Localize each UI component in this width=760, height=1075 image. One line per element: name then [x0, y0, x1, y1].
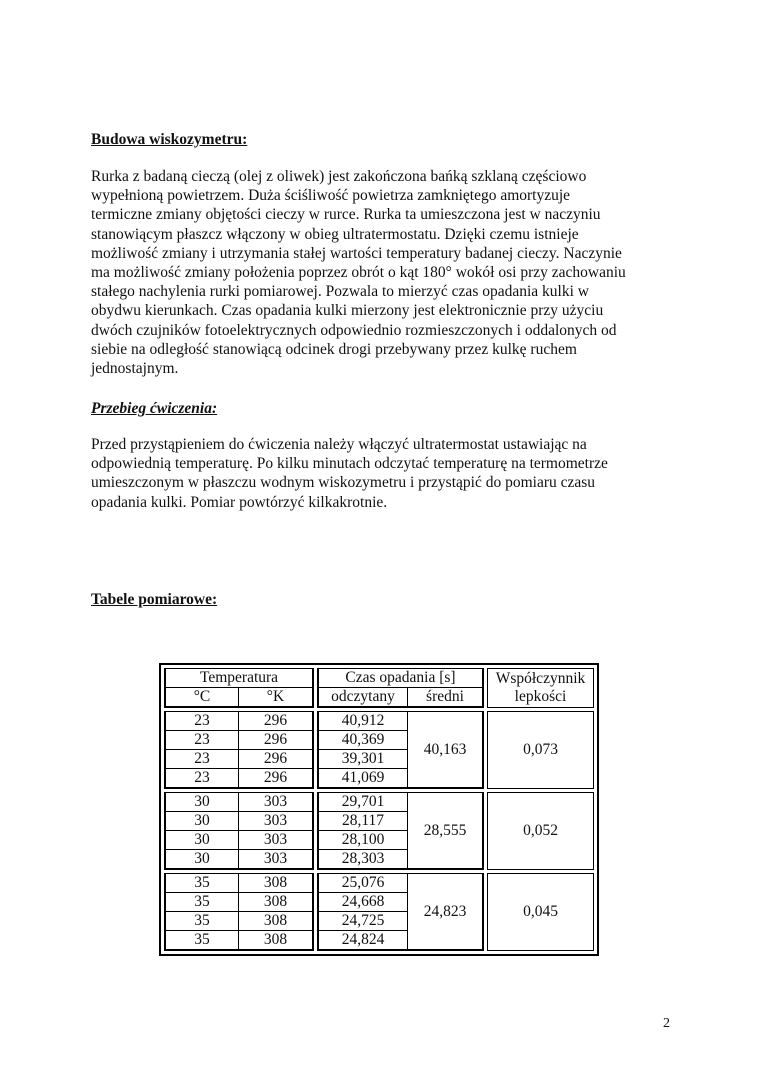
group-temperatures — [164, 711, 314, 789]
section-title-construction: Budowa wiskozymetru: — [91, 131, 248, 148]
cell-time-read: 41,069 — [319, 769, 408, 788]
paragraph-line: opadania kulki. Pomiar powtórzyć kilkakrotnie. — [91, 493, 388, 511]
cell-celsius: 35 — [166, 931, 239, 950]
section-title-tables: Tabele pomiarowe: — [91, 591, 218, 608]
cell-kelvin: 296 — [239, 769, 313, 788]
header-viscosity — [487, 668, 594, 708]
cell-celsius: 30 — [166, 850, 239, 869]
cell-celsius: 23 — [166, 769, 239, 788]
paragraph-line: obydwu kierunkach. Czas opadania kulki mierzony jest elektronicznie przy użyciu — [91, 302, 604, 320]
cell-kelvin: 296 — [239, 731, 313, 750]
header-fall-time — [317, 668, 484, 708]
group-times — [317, 792, 484, 870]
paragraph-line: wypełnioną powietrzem. Duża ściśliwość powietrza zamkniętego amortyzuje — [91, 187, 571, 205]
cell-kelvin: 308 — [239, 912, 313, 931]
table-header-row — [164, 668, 594, 708]
header-temperature-label: Temperatura — [166, 669, 313, 688]
cell-celsius: 30 — [166, 793, 239, 812]
cell-kelvin: 308 — [239, 893, 313, 912]
cell-time-read: 39,301 — [319, 750, 408, 769]
paragraph-line: umieszczonym w płaszczu wodnym wiskozymetru i przystąpić do pomiaru czasu — [91, 474, 596, 492]
cell-celsius: 23 — [166, 712, 239, 731]
cell-kelvin: 303 — [239, 831, 313, 850]
cell-celsius: 30 — [166, 812, 239, 831]
cell-viscosity: 0,052 — [487, 792, 594, 870]
paragraph-line: termiczne zmiany objętości cieczy w rurce. Rurka ta umieszczona jest w naczyniu — [91, 206, 601, 224]
table-group — [164, 711, 594, 789]
cell-celsius: 35 — [166, 912, 239, 931]
cell-kelvin: 303 — [239, 812, 313, 831]
header-mean: średni — [408, 688, 483, 707]
cell-time-read: 28,100 — [319, 831, 408, 850]
cell-time-read: 28,303 — [319, 850, 408, 869]
page-number: 2 — [663, 1016, 670, 1031]
paragraph-line: dwóch czujników fotoelektrycznych odpowiednio rozmieszczonych i oddalonych od — [91, 321, 617, 339]
paragraph-line: odpowiednią temperaturę. Po kilku minutach odczytać temperaturę na termometrze — [91, 455, 608, 473]
header-kelvin: °K — [239, 688, 313, 707]
cell-celsius: 23 — [166, 750, 239, 769]
section-title-procedure: Przebieg ćwiczenia: — [91, 400, 218, 417]
header-temperature — [164, 668, 314, 708]
header-fall-time-label: Czas opadania [s] — [319, 669, 483, 688]
cell-celsius: 30 — [166, 831, 239, 850]
cell-time-mean: 24,823 — [408, 874, 483, 950]
cell-kelvin: 308 — [239, 931, 313, 950]
table-group — [164, 792, 594, 870]
cell-time-read: 24,725 — [319, 912, 408, 931]
header-viscosity-line1: Współczynnik — [495, 670, 586, 687]
cell-time-read: 40,912 — [319, 712, 408, 731]
cell-kelvin: 303 — [239, 850, 313, 869]
cell-kelvin: 308 — [239, 874, 313, 893]
paragraph-line: stanowiącym płaszcz włączony w obieg ultratermostatu. Dzięki czemu istnieje — [91, 225, 579, 243]
cell-time-read: 24,824 — [319, 931, 408, 950]
cell-celsius: 35 — [166, 874, 239, 893]
cell-time-mean: 28,555 — [408, 793, 483, 869]
cell-celsius: 23 — [166, 731, 239, 750]
group-times — [317, 711, 484, 789]
cell-time-read: 28,117 — [319, 812, 408, 831]
table-group — [164, 873, 594, 951]
paragraph-construction — [91, 167, 681, 378]
paragraph-procedure — [91, 435, 681, 512]
cell-celsius: 35 — [166, 893, 239, 912]
header-celsius: °C — [166, 688, 239, 707]
group-times — [317, 873, 484, 951]
cell-time-read: 40,369 — [319, 731, 408, 750]
paragraph-line: Przed przystąpieniem do ćwiczenia należy włączyć ultratermostat ustawiając na — [91, 436, 587, 453]
paragraph-line: możliwość zmiany i utrzymania stałej wartości temperatury badanej cieczy. Naczynie — [91, 244, 622, 262]
cell-kelvin: 296 — [239, 750, 313, 769]
paragraph-line: stałego nachylenia rurki pomiarowej. Pozwala to mierzyć czas opadania kulki w — [91, 283, 589, 301]
header-read: odczytany — [319, 688, 408, 707]
cell-time-mean: 40,163 — [408, 712, 483, 788]
cell-time-read: 25,076 — [319, 874, 408, 893]
cell-kelvin: 296 — [239, 712, 313, 731]
cell-viscosity: 0,073 — [487, 711, 594, 789]
cell-viscosity: 0,045 — [487, 873, 594, 951]
cell-time-read: 29,701 — [319, 793, 408, 812]
cell-kelvin: 303 — [239, 793, 313, 812]
header-viscosity-line2: lepkości — [514, 688, 567, 705]
measurement-table — [159, 663, 599, 956]
group-temperatures — [164, 873, 314, 951]
paragraph-line: ma możliwość zmiany położenia poprzez obrót o kąt 180° wokół osi przy zachowaniu — [91, 264, 626, 282]
paragraph-line: jednostajnym. — [91, 360, 179, 378]
paragraph-line: siebie na odległość stanowiącą odcinek drogi przebywany przez kulkę ruchem — [91, 340, 577, 358]
cell-time-read: 24,668 — [319, 893, 408, 912]
paragraph-line: Rurka z badaną cieczą (olej z oliwek) jest zakończona bańką szklaną częściowo — [91, 168, 587, 185]
group-temperatures — [164, 792, 314, 870]
